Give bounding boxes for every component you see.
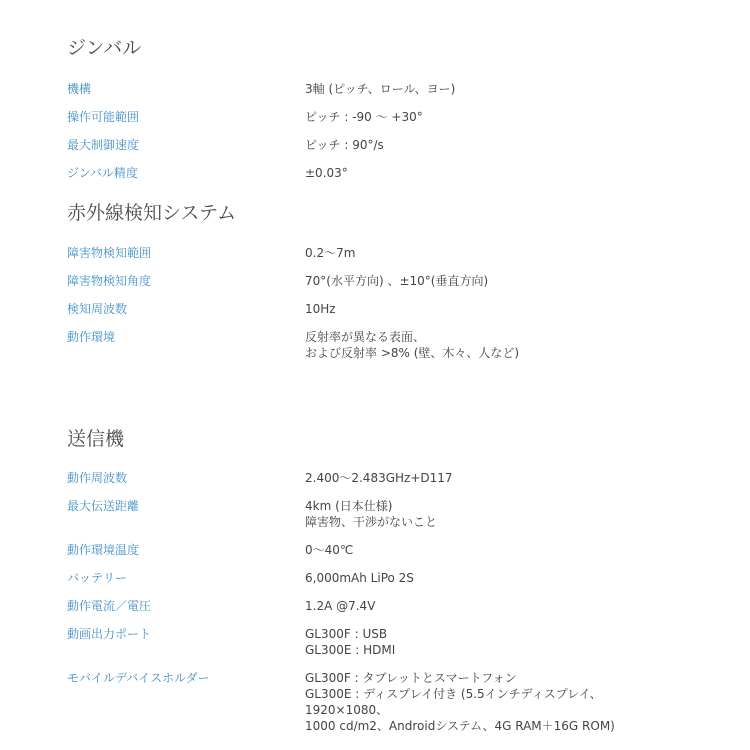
spec-label: 操作可能範囲 [67,110,140,124]
spec-value-line: 障害物、干渉がないこと [305,515,438,529]
spec-label: 動作環境 [67,330,116,344]
spec-value: 6,000mAh LiPo 2S [305,571,414,585]
spec-value-line: GL300F : USB [305,627,388,641]
spec-value: 2.400～2.483GHz+D117 [305,471,453,485]
spec-value [305,626,395,658]
spec-row-operating-temperature [67,542,727,558]
section-title-transmitter: 送信機 [67,428,125,450]
spec-value: 10Hz [305,302,336,316]
spec-label: 最大制御速度 [67,138,140,152]
spec-row-battery [67,570,727,586]
spec-value-line: 1920×1080、 [305,703,389,717]
spec-label: 検知周波数 [67,302,128,316]
spec-label: 動作周波数 [67,471,128,485]
spec-value-line: GL300E : ディスプレイ付き (5.5インチディスプレイ、 [305,687,602,701]
spec-label: モバイルデバイスホルダー [67,671,210,685]
spec-row-operating-environment [67,329,727,361]
spec-value: 0～40℃ [305,543,354,557]
spec-row-detection-angle [67,273,727,289]
spec-value: ±0.03° [305,166,348,180]
spec-value [305,498,437,530]
spec-row-mobile-device-holder [67,670,727,734]
spec-value: ピッチ : -90 ～ +30° [305,110,423,124]
spec-value: 1.2A @7.4V [305,599,376,613]
spec-value-line: および反射率 >8% (壁、木々、人など) [305,346,520,360]
spec-label: 動作電流／電圧 [67,599,152,613]
spec-label: ジンバル精度 [67,166,138,180]
spec-value-line: 4km (日本仕様) [305,499,393,513]
spec-row-max-transmission-distance [67,498,727,530]
spec-value [305,670,615,734]
spec-value-line: 1000 cd/m2、Androidシステム、4G RAM＋16G ROM) [305,719,615,733]
spec-value: 70°(水平方向) 、±10°(垂直方向) [305,274,489,288]
spec-value-line: 反射率が異なる表面、 [305,330,426,344]
spec-row-detection-frequency [67,301,727,317]
spec-row-gimbal-accuracy [67,165,727,181]
spec-label: 動画出力ポート [67,627,152,641]
spec-row-operating-frequency [67,470,727,486]
spec-label: 最大伝送距離 [67,499,140,513]
spec-label: 機構 [67,82,92,96]
spec-row-tilt-range [67,109,727,125]
spec-label: 障害物検知角度 [67,274,152,288]
section-title-infrared: 赤外線検知システム [67,202,237,224]
spec-row-video-output-port [67,626,727,658]
spec-row-detection-range [67,245,727,261]
spec-label: バッテリー [67,571,128,585]
spec-label: 動作環境温度 [67,543,140,557]
section-title-gimbal: ジンバル [67,37,142,59]
spec-row-current-voltage [67,598,727,614]
spec-value: ピッチ : 90°/s [305,138,384,152]
spec-value [305,329,519,361]
spec-value: 3軸 (ピッチ、ロール、ヨー) [305,82,456,96]
spec-row-mechanism [67,81,727,97]
spec-label: 障害物検知範囲 [67,246,152,260]
spec-value: 0.2～7m [305,246,356,260]
spec-value-line: GL300F : タブレットとスマートフォン [305,671,517,685]
spec-value-line: GL300E : HDMI [305,643,396,657]
spec-row-max-control-speed [67,137,727,153]
